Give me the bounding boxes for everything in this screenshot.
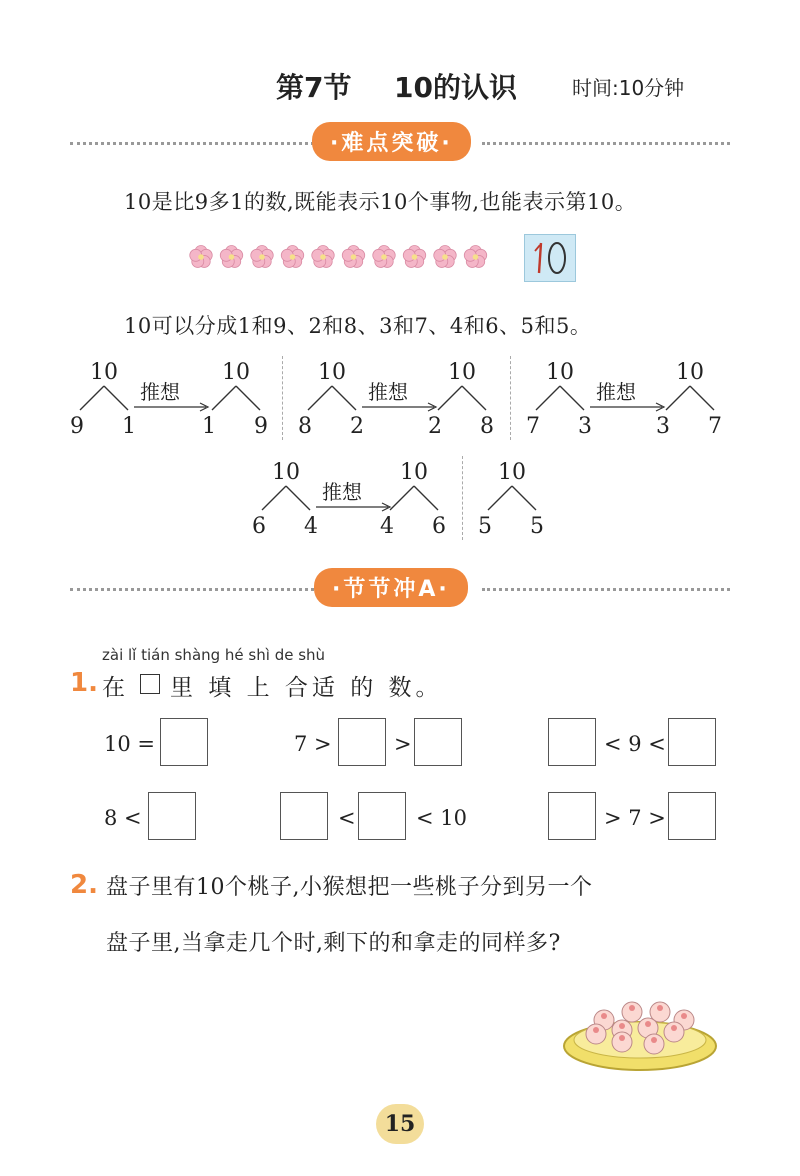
flower-icon — [342, 246, 364, 268]
section-label-difficulty: ·难点突破· — [312, 122, 471, 161]
divider-right-2 — [482, 588, 730, 591]
page-number: 15 — [376, 1104, 424, 1144]
q2-line1: 盘子里有10个桃子,小猴想把一些桃子分到另一个 — [106, 875, 593, 900]
tree-left-1a: 8 — [298, 414, 312, 439]
tree-top-4a: 10 — [498, 460, 526, 485]
flower-icon — [312, 246, 334, 268]
handwritten-ten-card — [524, 234, 576, 282]
decomp-separator-2 — [462, 456, 463, 540]
tree-branches-1b — [432, 384, 492, 414]
tree-branches-4a — [482, 484, 542, 514]
infer-arrow-3 — [314, 502, 394, 512]
decomp-separator-0 — [282, 356, 283, 440]
flower-icon — [403, 246, 425, 268]
tree-branches-2a — [530, 384, 590, 414]
tree-right-0a: 1 — [122, 414, 136, 439]
flower-icon — [464, 246, 486, 268]
eq-r2-c-label: > 7 > — [604, 806, 666, 830]
q1-text-a: 在 — [102, 675, 129, 701]
tree-right-0b: 9 — [254, 414, 268, 439]
q1-text-b: 里 填 上 合适 的 数。 — [170, 675, 443, 701]
q1-number: 1. — [70, 668, 98, 698]
answer-box-r1-3[interactable] — [414, 718, 462, 766]
tree-top-2b: 10 — [676, 360, 704, 385]
section-number: 第7节 — [276, 71, 352, 104]
tree-top-0a: 10 — [90, 360, 118, 385]
tree-right-3a: 4 — [304, 514, 318, 539]
tree-top-0b: 10 — [222, 360, 250, 385]
flower-icon — [220, 246, 242, 268]
q1-box-symbol — [140, 674, 160, 694]
answer-box-r1-1[interactable] — [160, 718, 208, 766]
page-title: 10的认识 — [394, 71, 517, 104]
tree-left-3a: 6 — [252, 514, 266, 539]
tree-top-3b: 10 — [400, 460, 428, 485]
answer-box-r1-4[interactable] — [548, 718, 596, 766]
answer-box-r2-1[interactable] — [148, 792, 196, 840]
eq-r1-a-label: 10 = — [104, 732, 155, 756]
tree-branches-0b — [206, 384, 266, 414]
tree-branches-0a — [74, 384, 134, 414]
intro-sentence: 10是比9多1的数,既能表示10个事物,也能表示第10。 — [124, 190, 637, 214]
tree-top-3a: 10 — [272, 460, 300, 485]
tree-left-3b: 4 — [380, 514, 394, 539]
tree-left-2b: 3 — [656, 414, 670, 439]
answer-box-r2-2[interactable] — [280, 792, 328, 840]
tree-right-2b: 7 — [708, 414, 722, 439]
answer-box-r2-3[interactable] — [358, 792, 406, 840]
peach-plate-illustration — [560, 990, 720, 1074]
eq-r2-b-sep: < — [338, 806, 356, 830]
flower-icon — [190, 246, 212, 268]
eq-r1-b-sep: > — [394, 732, 412, 756]
tree-branches-1a — [302, 384, 362, 414]
tree-left-0b: 1 — [202, 414, 216, 439]
eq-r1-c-label: < 9 < — [604, 732, 666, 756]
divider-left-2 — [70, 588, 314, 591]
tree-top-1b: 10 — [448, 360, 476, 385]
section-label-practice: ·节节冲A· — [314, 568, 468, 607]
tree-right-3b: 6 — [432, 514, 446, 539]
flower-icon — [373, 246, 395, 268]
tree-right-4a: 5 — [530, 514, 544, 539]
tree-branches-2b — [660, 384, 720, 414]
answer-box-r1-5[interactable] — [668, 718, 716, 766]
answer-box-r2-4[interactable] — [548, 792, 596, 840]
decomp-separator-1 — [510, 356, 511, 440]
tree-right-1a: 2 — [350, 414, 364, 439]
divider-left — [70, 142, 314, 145]
tree-left-2a: 7 — [526, 414, 540, 439]
tree-top-2a: 10 — [546, 360, 574, 385]
tree-right-1b: 8 — [480, 414, 494, 439]
flower-row — [188, 244, 498, 270]
divider-right — [482, 142, 730, 145]
infer-arrow-1 — [360, 402, 440, 412]
eq-r2-b-label: < 10 — [416, 806, 467, 830]
answer-box-r1-2[interactable] — [338, 718, 386, 766]
eq-r1-b-label: 7 > — [294, 732, 332, 756]
tree-top-1a: 10 — [318, 360, 346, 385]
tree-left-1b: 2 — [428, 414, 442, 439]
decomposition-sentence: 10可以分成1和9、2和8、3和7、4和6、5和5。 — [124, 314, 592, 338]
infer-arrow-label-0: 推想 — [140, 380, 180, 404]
answer-box-r2-5[interactable] — [668, 792, 716, 840]
tree-left-4a: 5 — [478, 514, 492, 539]
q1-pinyin: zài lǐ tián shàng hé shì de shù — [102, 646, 326, 664]
q2-line2: 盘子里,当拿走几个时,剩下的和拿走的同样多? — [106, 931, 561, 956]
time-label: 时间:10分钟 — [572, 76, 685, 100]
tree-branches-3a — [256, 484, 316, 514]
flower-icon — [251, 246, 273, 268]
flower-icon — [434, 246, 456, 268]
infer-arrow-label-2: 推想 — [596, 380, 636, 404]
tree-left-0a: 9 — [70, 414, 84, 439]
infer-arrow-label-3: 推想 — [322, 480, 362, 504]
infer-arrow-2 — [588, 402, 668, 412]
tree-right-2a: 3 — [578, 414, 592, 439]
eq-r2-a-label: 8 < — [104, 806, 142, 830]
q2-number: 2. — [70, 870, 98, 900]
infer-arrow-0 — [132, 402, 212, 412]
flower-icon — [281, 246, 303, 268]
infer-arrow-label-1: 推想 — [368, 380, 408, 404]
